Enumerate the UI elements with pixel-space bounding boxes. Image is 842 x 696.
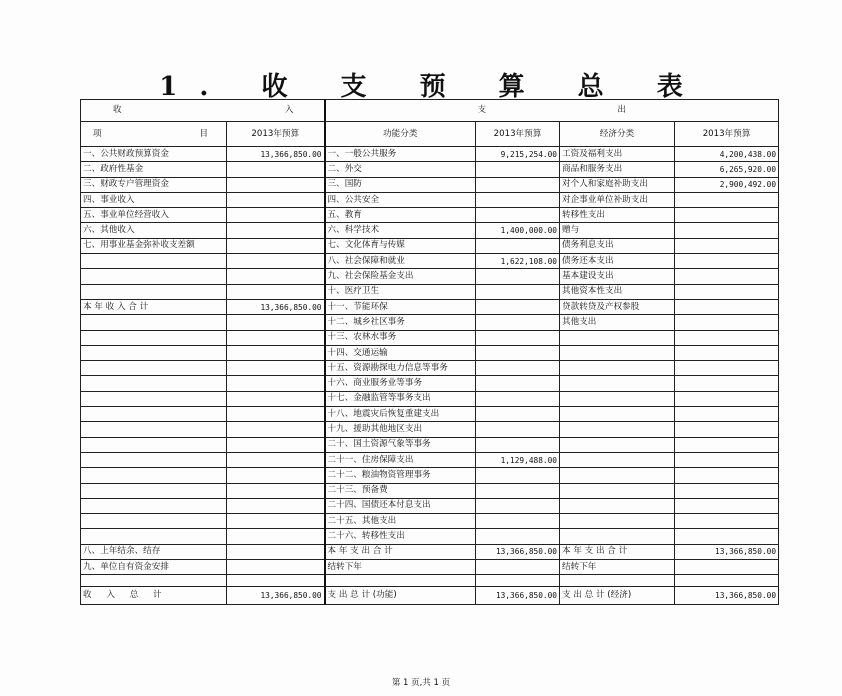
func-class-cell: 二十四、国债还本付息支出 <box>325 498 476 513</box>
func-class-cell: 二十三、预备费 <box>325 483 476 498</box>
econ-amount-cell: 2,900,492.00 <box>675 177 779 192</box>
income-amount-cell <box>227 238 325 253</box>
header-row-2 <box>81 122 779 147</box>
total-income-amount-cell: 13,366,850.00 <box>227 587 325 605</box>
func-class-cell: 十七、金融监管等事务支出 <box>325 391 476 406</box>
func-amount-cell <box>476 529 560 544</box>
func-class-cell: 七、文化体育与传媒 <box>325 238 476 253</box>
func-amount-cell <box>476 330 560 345</box>
income-amount-cell <box>227 483 325 498</box>
total-econ-amount-cell: 13,366,850.00 <box>675 587 779 605</box>
func-class-cell: 二、外交 <box>325 162 476 177</box>
table-row <box>81 514 779 529</box>
econ-class-cell <box>560 498 675 513</box>
income-amount-cell <box>227 254 325 269</box>
func-amount-cell: 1,129,488.00 <box>476 452 560 467</box>
item-header <box>81 122 227 147</box>
table-row <box>81 147 779 162</box>
item-cell <box>81 284 227 299</box>
table-row <box>81 498 779 513</box>
econ-class-cell: 商品和服务支出 <box>560 162 675 177</box>
income-budget-header: 2013年预算 <box>227 122 325 147</box>
econ-class-cell: 对企事业单位补助支出 <box>560 192 675 207</box>
item-cell <box>81 422 227 437</box>
income-amount-cell <box>227 208 325 223</box>
item-cell: 二、政府性基金 <box>81 162 227 177</box>
income-amount-cell <box>227 560 325 575</box>
income-header <box>81 100 325 122</box>
page-footer: 第 1 页,共 1 页 <box>391 678 451 688</box>
item-cell: 五、事业单位经营收入 <box>81 208 227 223</box>
econ-class-cell <box>560 391 675 406</box>
econ-class-cell <box>560 422 675 437</box>
spacer-cell <box>325 575 476 587</box>
table-row <box>81 422 779 437</box>
econ-class-cell: 其他支出 <box>560 315 675 330</box>
item-cell <box>81 452 227 467</box>
table-row <box>81 330 779 345</box>
item-cell: 三、财政专户管理资金 <box>81 177 227 192</box>
econ-class-cell: 其他资本性支出 <box>560 284 675 299</box>
table-row <box>81 560 779 575</box>
func-class-cell: 二十一、住房保障支出 <box>325 452 476 467</box>
income-header-left: 收 <box>113 105 122 115</box>
func-budget-header: 2013年预算 <box>476 122 560 147</box>
econ-amount-cell: 4,200,438.00 <box>675 147 779 162</box>
func-amount-cell: 1,622,108.00 <box>476 254 560 269</box>
item-cell <box>81 483 227 498</box>
econ-budget-header: 2013年预算 <box>675 122 779 147</box>
econ-class-cell <box>560 345 675 360</box>
spacer-row <box>81 575 779 587</box>
item-header-right: 目 <box>199 128 208 139</box>
func-class-cell: 十一、节能环保 <box>325 299 476 314</box>
item-cell <box>81 315 227 330</box>
income-amount-cell <box>227 192 325 207</box>
econ-class-cell: 本 年 支 出 合 计 <box>560 544 675 559</box>
item-cell: 八、上年结余、结存 <box>81 544 227 559</box>
table-row <box>81 299 779 314</box>
income-amount-cell <box>227 407 325 422</box>
table-row <box>81 452 779 467</box>
econ-amount-cell <box>675 330 779 345</box>
spacer-cell <box>227 575 325 587</box>
table-row <box>81 345 779 360</box>
func-class-cell: 十九、援助其他地区支出 <box>325 422 476 437</box>
item-cell <box>81 437 227 452</box>
econ-amount-cell <box>675 223 779 238</box>
item-cell: 本 年 收 入 合 计 <box>81 299 227 314</box>
item-cell: 四、事业收入 <box>81 192 227 207</box>
table-row <box>81 407 779 422</box>
func-class-cell: 二十二、粮油物资管理事务 <box>325 468 476 483</box>
total-econ-class-cell: 支 出 总 计 (经济) <box>560 587 675 605</box>
econ-class-cell: 基本建设支出 <box>560 269 675 284</box>
econ-amount-cell <box>675 254 779 269</box>
table-row <box>81 468 779 483</box>
func-amount-cell <box>476 192 560 207</box>
table-row <box>81 529 779 544</box>
page-title: 1. 收 支 预 算 总 表 <box>159 72 705 102</box>
table-row <box>81 269 779 284</box>
item-cell: 六、其他收入 <box>81 223 227 238</box>
econ-class-cell <box>560 407 675 422</box>
econ-class-cell <box>560 452 675 467</box>
income-amount-cell <box>227 529 325 544</box>
func-amount-cell <box>476 498 560 513</box>
income-amount-cell <box>227 177 325 192</box>
func-amount-cell <box>476 315 560 330</box>
econ-amount-cell <box>675 391 779 406</box>
income-header-right: 入 <box>284 105 294 115</box>
income-amount-cell <box>227 162 325 177</box>
func-class-cell: 五、教育 <box>325 208 476 223</box>
func-amount-cell <box>476 238 560 253</box>
func-amount-cell <box>476 407 560 422</box>
econ-amount-cell <box>675 192 779 207</box>
totals-row <box>81 587 779 605</box>
func-class-cell: 十八、地震灾后恢复重建支出 <box>325 407 476 422</box>
econ-amount-cell <box>675 498 779 513</box>
func-class-cell: 结转下年 <box>325 560 476 575</box>
econ-class-cell: 赠与 <box>560 223 675 238</box>
income-amount-cell <box>227 544 325 559</box>
econ-class-cell: 债务利息支出 <box>560 238 675 253</box>
func-amount-cell <box>476 284 560 299</box>
item-cell: 七、用事业基金弥补收支差额 <box>81 238 227 253</box>
func-class-cell: 二十五、其他支出 <box>325 514 476 529</box>
expense-header-left: 支 <box>477 105 487 115</box>
income-amount-cell <box>227 452 325 467</box>
func-class-cell: 十六、商业服务业等事务 <box>325 376 476 391</box>
header-row-1 <box>81 100 779 122</box>
item-cell <box>81 391 227 406</box>
econ-class-cell <box>560 376 675 391</box>
econ-class-header: 经济分类 <box>560 122 675 147</box>
func-class-cell: 二十六、转移性支出 <box>325 529 476 544</box>
func-class-cell: 本 年 支 出 合 计 <box>325 544 476 559</box>
func-class-cell: 三、国防 <box>325 177 476 192</box>
econ-amount-cell <box>675 514 779 529</box>
item-cell <box>81 468 227 483</box>
func-amount-cell <box>476 299 560 314</box>
func-amount-cell <box>476 560 560 575</box>
item-cell <box>81 498 227 513</box>
econ-class-cell <box>560 514 675 529</box>
spacer-cell <box>675 575 779 587</box>
table-row <box>81 284 779 299</box>
table-row <box>81 238 779 253</box>
total-func-amount-cell: 13,366,850.00 <box>476 587 560 605</box>
item-cell <box>81 514 227 529</box>
func-class-cell: 八、社会保障和就业 <box>325 254 476 269</box>
spacer-cell <box>476 575 560 587</box>
func-amount-cell: 9,215,254.00 <box>476 147 560 162</box>
func-class-cell: 十四、交通运输 <box>325 345 476 360</box>
econ-class-cell <box>560 437 675 452</box>
econ-amount-cell <box>675 376 779 391</box>
econ-class-cell: 结转下年 <box>560 560 675 575</box>
func-class-header: 功能分类 <box>325 122 476 147</box>
table-row <box>81 544 779 559</box>
income-amount-cell: 13,366,850.00 <box>227 299 325 314</box>
econ-amount-cell <box>675 315 779 330</box>
func-amount-cell <box>476 208 560 223</box>
econ-class-cell <box>560 330 675 345</box>
econ-class-cell: 对个人和家庭补助支出 <box>560 177 675 192</box>
table-row <box>81 376 779 391</box>
table-row <box>81 223 779 238</box>
table-row <box>81 254 779 269</box>
func-amount-cell: 13,366,850.00 <box>476 544 560 559</box>
econ-amount-cell <box>675 361 779 376</box>
item-cell: 九、单位自有资金安排 <box>81 560 227 575</box>
spacer-cell <box>81 575 227 587</box>
econ-class-cell <box>560 361 675 376</box>
econ-class-cell <box>560 483 675 498</box>
spacer-cell <box>560 575 675 587</box>
income-amount-cell <box>227 468 325 483</box>
income-amount-cell: 13,366,850.00 <box>227 147 325 162</box>
income-amount-cell <box>227 437 325 452</box>
item-cell <box>81 376 227 391</box>
func-amount-cell <box>476 162 560 177</box>
item-header-left: 项 <box>93 128 102 139</box>
table-row <box>81 483 779 498</box>
func-amount-cell <box>476 361 560 376</box>
table-row <box>81 177 779 192</box>
func-class-cell: 十、医疗卫生 <box>325 284 476 299</box>
func-class-cell: 一、一般公共服务 <box>325 147 476 162</box>
item-cell <box>81 407 227 422</box>
income-amount-cell <box>227 223 325 238</box>
func-amount-cell <box>476 345 560 360</box>
func-amount-cell <box>476 437 560 452</box>
econ-amount-cell <box>675 437 779 452</box>
table-row <box>81 315 779 330</box>
func-class-cell: 九、社会保险基金支出 <box>325 269 476 284</box>
func-class-cell: 十三、农林水事务 <box>325 330 476 345</box>
econ-class-cell <box>560 468 675 483</box>
func-class-cell: 十五、资源勘探电力信息等事务 <box>325 361 476 376</box>
econ-amount-cell <box>675 238 779 253</box>
expense-header-right: 出 <box>617 105 627 115</box>
func-class-cell: 六、科学技术 <box>325 223 476 238</box>
func-amount-cell: 1,400,000.00 <box>476 223 560 238</box>
econ-class-cell: 转移性支出 <box>560 208 675 223</box>
income-amount-cell <box>227 391 325 406</box>
func-amount-cell <box>476 177 560 192</box>
item-cell <box>81 269 227 284</box>
econ-amount-cell <box>675 422 779 437</box>
table-row <box>81 192 779 207</box>
item-cell: 一、公共财政预算资金 <box>81 147 227 162</box>
econ-amount-cell <box>675 560 779 575</box>
item-cell <box>81 529 227 544</box>
func-amount-cell <box>476 269 560 284</box>
item-cell <box>81 330 227 345</box>
func-class-cell: 十二、城乡社区事务 <box>325 315 476 330</box>
econ-amount-cell: 6,265,920.00 <box>675 162 779 177</box>
econ-amount-cell <box>675 483 779 498</box>
econ-class-cell: 贷款转贷及产权参股 <box>560 299 675 314</box>
income-amount-cell <box>227 376 325 391</box>
income-amount-cell <box>227 315 325 330</box>
expense-header <box>325 100 779 122</box>
table-row <box>81 208 779 223</box>
func-class-cell: 四、公共安全 <box>325 192 476 207</box>
total-func-class-cell: 支 出 总 计 (功能) <box>325 587 476 605</box>
econ-amount-cell: 13,366,850.00 <box>675 544 779 559</box>
table-row <box>81 162 779 177</box>
econ-amount-cell <box>675 468 779 483</box>
income-amount-cell <box>227 269 325 284</box>
econ-class-cell: 债务还本支出 <box>560 254 675 269</box>
income-amount-cell <box>227 361 325 376</box>
income-amount-cell <box>227 284 325 299</box>
budget-table <box>80 99 779 605</box>
econ-class-cell <box>560 529 675 544</box>
econ-amount-cell <box>675 407 779 422</box>
func-amount-cell <box>476 391 560 406</box>
econ-amount-cell <box>675 284 779 299</box>
func-amount-cell <box>476 376 560 391</box>
total-item-cell: 收 入 总 计 <box>81 587 227 605</box>
econ-amount-cell <box>675 299 779 314</box>
func-amount-cell <box>476 483 560 498</box>
econ-amount-cell <box>675 345 779 360</box>
table-row <box>81 391 779 406</box>
income-amount-cell <box>227 514 325 529</box>
income-amount-cell <box>227 498 325 513</box>
table-row <box>81 437 779 452</box>
econ-amount-cell <box>675 529 779 544</box>
econ-amount-cell <box>675 269 779 284</box>
income-amount-cell <box>227 422 325 437</box>
income-amount-cell <box>227 330 325 345</box>
func-amount-cell <box>476 422 560 437</box>
func-amount-cell <box>476 468 560 483</box>
income-amount-cell <box>227 345 325 360</box>
table-row <box>81 361 779 376</box>
func-class-cell: 二十、国土资源气象等事务 <box>325 437 476 452</box>
econ-class-cell: 工资及福利支出 <box>560 147 675 162</box>
item-cell <box>81 345 227 360</box>
econ-amount-cell <box>675 452 779 467</box>
econ-amount-cell <box>675 208 779 223</box>
item-cell <box>81 254 227 269</box>
item-cell <box>81 361 227 376</box>
func-amount-cell <box>476 514 560 529</box>
